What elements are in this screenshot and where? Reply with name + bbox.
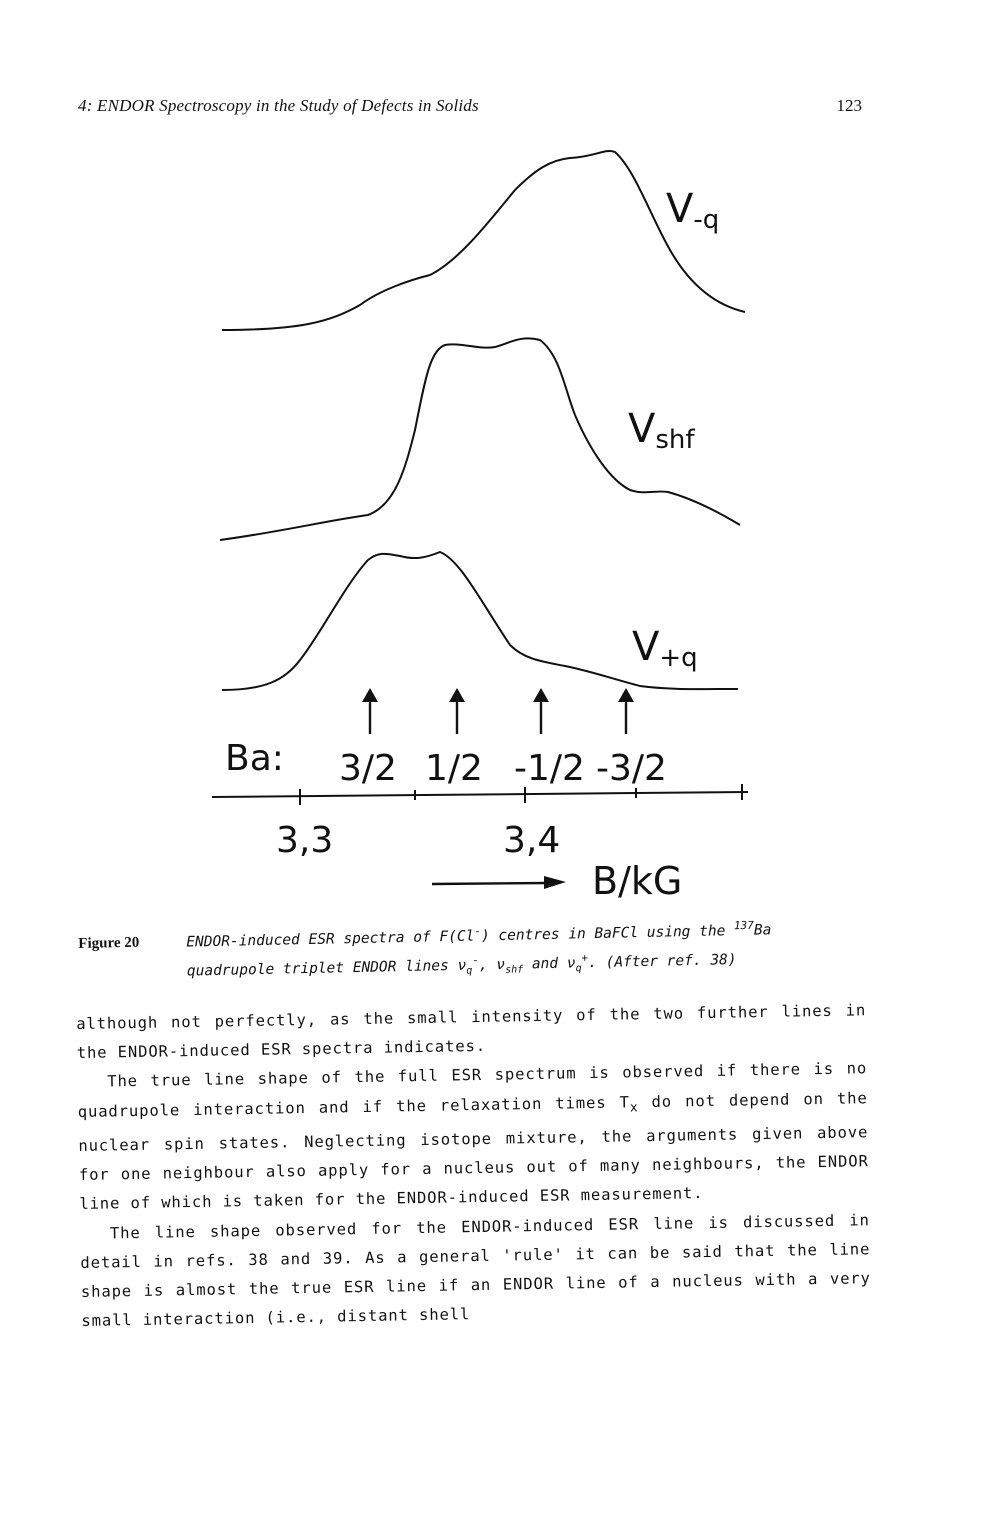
caption-part: ) centres in BaFCl using the — [480, 923, 735, 945]
paragraph-3: The line shape observed for the ENDOR-induced ESR line is discussed in detail in refs. 38 and 39. As a general 'rule' it can be said that the line shape is almost the true ESR line if an ENDOR line of a nucleus with a very small interaction (i.e., distant shell — [80, 1210, 871, 1331]
spin-label-1-2: 1/2 — [425, 748, 483, 789]
axis-label-3-3: 3,3 — [276, 820, 334, 861]
caption-sup: - — [474, 924, 482, 938]
caption-part: , ν — [478, 956, 506, 974]
caption-isotope-mass: 137 — [733, 918, 754, 933]
spin-label-minus-3-2: -3/2 — [596, 748, 667, 789]
paragraph-2-part-2: do not depend on the nuclear spin states. Neglecting isotope mixture, the arguments given above for one neighbour also apply for a nucleus out of many neighbours, the ENDOR line of which is taken for the ENDOR-induced ESR measurement. — [78, 1088, 869, 1214]
caption-sub: q — [466, 965, 473, 977]
paragraph-2-subscript: x — [629, 1099, 639, 1116]
spin-label-3-2: 3/2 — [339, 748, 397, 789]
caption-part: quadrupole triplet ENDOR lines ν — [186, 957, 467, 980]
label-v-shf-symbol: V — [628, 406, 656, 452]
running-header: 4: ENDOR Spectroscopy in the Study of Defects in Solids — [78, 96, 479, 115]
caption-part: and ν — [522, 955, 576, 973]
caption-isotope: Ba — [753, 922, 772, 939]
caption-sub: q — [575, 963, 582, 975]
label-v-shf — [628, 406, 695, 455]
arrow-1-2 — [449, 688, 465, 734]
label-v-minus-q-sub: -q — [693, 205, 720, 235]
caption-sup: + — [581, 951, 589, 965]
field-label: B/kG — [592, 859, 683, 903]
caption-part: . (After ref. 38) — [588, 951, 737, 971]
arrow-minus-3-2 — [618, 688, 634, 734]
page-number: 123 — [836, 96, 862, 115]
arrow-minus-1-2 — [533, 688, 549, 734]
curve-v-minus-q — [222, 151, 745, 330]
caption-sub: shf — [505, 964, 524, 976]
caption-sup: - — [472, 953, 479, 967]
paragraph-1: although not perfectly, as the small intensity of the two further lines in the ENDOR-induced ESR spectra indicates. — [76, 1001, 867, 1063]
label-v-plus-q — [632, 624, 698, 673]
caption-part: ENDOR-induced ESR spectra of F(Cl — [186, 928, 475, 951]
body-text — [76, 996, 872, 1336]
spin-label-minus-1-2: -1/2 — [514, 748, 585, 789]
label-v-minus-q — [666, 186, 719, 235]
spin-prefix: Ba: — [225, 738, 284, 779]
caption-label: Figure 20 — [78, 934, 140, 952]
label-v-minus-q-symbol: V — [666, 186, 694, 232]
field-direction-arrow — [432, 876, 566, 889]
label-v-plus-q-sub: +q — [659, 643, 698, 673]
paragraph-2 — [77, 1055, 870, 1220]
label-v-shf-sub: shf — [655, 425, 695, 455]
paragraph-2-part-1: The true line shape of the full ESR spectrum is observed if there is no quadrupole interaction and if the relaxation times T — [77, 1059, 868, 1121]
axis-label-3-4: 3,4 — [503, 820, 561, 861]
arrow-3-2 — [362, 688, 378, 734]
caption-text — [186, 911, 887, 989]
label-v-plus-q-symbol: V — [632, 624, 660, 670]
field-axis — [212, 792, 748, 797]
